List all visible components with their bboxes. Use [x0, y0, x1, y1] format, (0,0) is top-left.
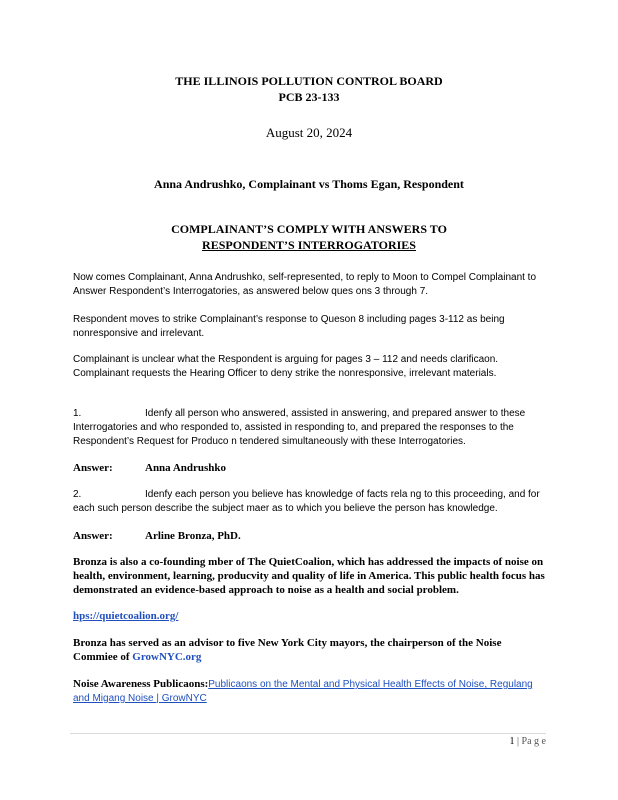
bronza-advisor-paragraph: [73, 636, 543, 664]
page-number: 1: [509, 736, 515, 747]
answer-2: [73, 529, 553, 544]
clarification-paragraph: Complainant is unclear what the Respondent is arguing for pages 3 – 112 and needs clarificaon. Complainant requests the Hearing Officer to deny strike the nonresponsive, irrelevant materials.: [73, 354, 499, 379]
intro-paragraph: Now comes Complainant, Anna Andrushko, self-represented, to reply to Moon to Compel Complainant to Answer Respondent’s Interrogatories, as answered below ques ons 3 through 7.: [73, 272, 537, 297]
grownyc-link[interactable]: GrowNYC.org: [132, 651, 202, 663]
footer-divider: [70, 733, 546, 734]
quietcoalition-link[interactable]: hps://quietcoalion.org/: [73, 610, 179, 622]
answer-value: Anna Andrushko: [145, 462, 227, 474]
document-date: August 20, 2024: [265, 125, 353, 140]
quietcoalition-link-line: [73, 609, 553, 623]
bronza-coalition-paragraph: Bronza is also a co-founding mber of The QuietCoalion, which has addressed the impacts of noise on health, environment, learning, producvity and quality of life in America. This public health focus has demonstrated an evidence-based approach to noise as a health and social problem.: [73, 556, 545, 596]
answer-label: Answer:: [73, 530, 113, 542]
interrogatory-1: [73, 407, 553, 449]
page-footer: [470, 736, 546, 747]
document-title-line1: COMPLAINANT’S COMPLY WITH ANSWERS TO: [171, 222, 447, 236]
interrogatory-2: [73, 488, 553, 516]
page-label: | Pa g e: [517, 736, 546, 747]
advisor-text: Bronza has served as an advisor to five New York City mayors, the chairperson of the Noise Commiee of: [73, 637, 502, 663]
publications-label: Noise Awareness Publicaons:: [73, 678, 209, 690]
answer-1: [73, 461, 553, 476]
parties-line: Anna Andrushko, Complainant vs Thoms Egan, Respondent: [154, 177, 464, 191]
publications-paragraph: [73, 677, 533, 706]
interrogatory-text: Idenfy each person you believe has knowledge of facts rela ng to this proceeding, and for each such person describe the subject maer as to which you believe the person has knowledge.: [73, 489, 540, 514]
document-title-line2: RESPONDENT’S INTERROGATORIES: [202, 238, 416, 252]
publications-link[interactable]: Publicaons on the Mental and Physical Health Effects of Noise, Regulang and Migang Noise | GrowNYC: [73, 679, 533, 704]
answer-value: Arline Bronza, PhD.: [145, 530, 241, 542]
interrogatory-number: 2.: [73, 489, 82, 500]
interrogatory-text: Idenfy all person who answered, assisted in answering, and prepared answer to these Interrogatories and who responded to, assisted in responding to, and prepared the responses to the Respondent’s Request for Produco n tendered simultaneously with these Interrogatories.: [73, 408, 526, 447]
case-number: PCB 23-133: [278, 90, 340, 104]
answer-label: Answer:: [73, 462, 113, 474]
board-heading: THE ILLINOIS POLLUTION CONTROL BOARD: [175, 74, 443, 88]
strike-paragraph: Respondent moves to strike Complainant’s response to Queson 8 including pages 3-112 as being nonresponsive and irrelevant.: [73, 314, 505, 339]
interrogatory-number: 1.: [73, 408, 82, 419]
